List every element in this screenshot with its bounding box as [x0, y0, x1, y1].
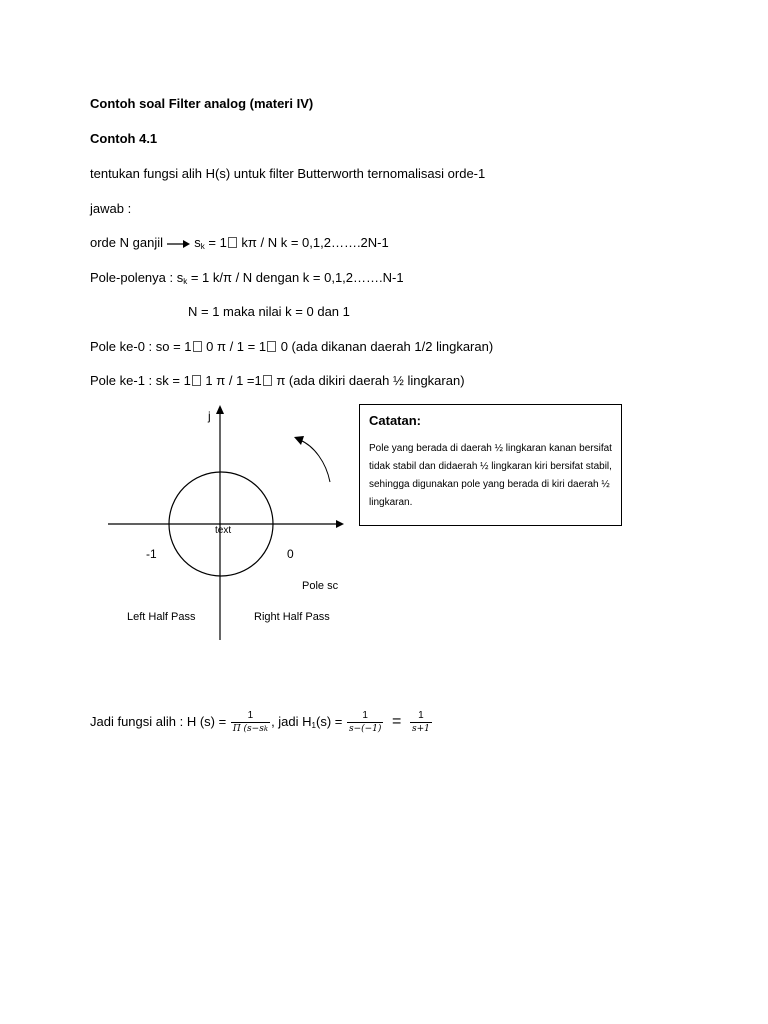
rotation-arrow	[300, 440, 330, 482]
fraction-final-numerator: 1	[418, 710, 424, 722]
example-heading: Contoh 4.1	[90, 131, 158, 146]
pole1-line	[90, 373, 465, 389]
right-half-label: Right Half Pass	[254, 611, 330, 623]
orde-prefix: orde N ganjil	[90, 235, 163, 250]
arrow-icon	[167, 239, 191, 249]
h-subscript: 1	[311, 721, 316, 730]
n-equals-line: N = 1 maka nilai k = 0 dan 1	[188, 304, 350, 319]
fraction-product-den-sub: k	[263, 725, 269, 734]
axis-j-label: j	[208, 409, 211, 423]
fraction-product-denominator	[231, 722, 270, 735]
note-title: Catatan:	[369, 413, 422, 428]
orde-s: s	[194, 235, 201, 250]
minus-one-label: -1	[146, 547, 157, 561]
pole1-part-a: Pole ke-1 : sk = 1	[90, 373, 191, 388]
real-axis-arrowhead	[336, 520, 344, 528]
conclusion-line	[90, 707, 433, 741]
missing-glyph-icon	[263, 375, 272, 386]
pole0-part-a: Pole ke-0 : so = 1	[90, 339, 192, 354]
missing-glyph-icon	[228, 237, 237, 248]
missing-glyph-icon	[267, 341, 276, 352]
fraction-final-denominator: s+1	[412, 724, 430, 735]
document-title: Contoh soal Filter analog (materi IV)	[90, 96, 314, 111]
unit-circle	[169, 472, 273, 576]
fraction-final	[410, 710, 432, 735]
pole-polenya-sub: k	[183, 277, 188, 286]
pole0-part-c: 0 (ada dikanan daerah 1/2 lingkaran)	[277, 339, 494, 354]
orde-sub: k	[200, 242, 205, 251]
conclusion-middle2: (s) =	[315, 714, 346, 729]
center-text-label: text	[215, 525, 232, 536]
orde-line	[90, 235, 389, 255]
fraction-minus-one-numerator: 1	[362, 710, 368, 722]
note-body: Pole yang berada di daerah ½ lingkaran kanan bersifat tidak stabil dan didaerah ½ lingkaran kiri bersifat stabil, sehingga digunakan pole yang berada di kiri daerah ½ lingkaran.	[369, 443, 612, 508]
fraction-minus-one-denominator: s−(−1)	[348, 724, 382, 735]
orde-eq-rest: kπ / N k = 0,1,2…….2N-1	[237, 235, 389, 250]
conclusion-prefix: Jadi fungsi alih : H (s) =	[90, 714, 230, 729]
fraction-minus-one	[347, 710, 383, 735]
imaginary-axis-arrowhead	[216, 405, 224, 414]
fraction-product-den-text: Π (s−s	[232, 724, 264, 735]
pole0-part-b: 0 π / 1 = 1	[202, 339, 267, 354]
note-box	[359, 404, 622, 526]
conclusion-middle: , jadi H	[271, 714, 312, 729]
pole1-part-b: 1 π / 1 =1	[201, 373, 262, 388]
orde-eq-start: = 1	[204, 235, 227, 250]
answer-label: jawab :	[90, 201, 132, 216]
left-half-label: Left Half Pass	[127, 611, 196, 623]
zero-label: 0	[287, 547, 294, 561]
pole0-line	[90, 339, 493, 355]
pole-polenya-rest: = 1 k/π / N dengan k = 0,1,2…….N-1	[187, 270, 404, 285]
pole-label: Pole sc	[302, 580, 339, 592]
pole1-part-c: π (ada dikiri daerah ½ lingkaran)	[272, 373, 465, 388]
pole-polenya-line	[90, 270, 404, 290]
question-text: tentukan fungsi alih H(s) untuk filter Butterworth ternomalisasi orde-1	[90, 166, 486, 181]
missing-glyph-icon	[192, 375, 201, 386]
rotation-arrowhead	[294, 436, 304, 445]
missing-glyph-icon	[193, 341, 202, 352]
fraction-product-numerator: 1	[247, 710, 254, 722]
fraction-product	[231, 710, 270, 735]
pole-polenya-prefix: Pole-polenya : s	[90, 270, 184, 285]
equals-sign: =	[392, 713, 402, 730]
